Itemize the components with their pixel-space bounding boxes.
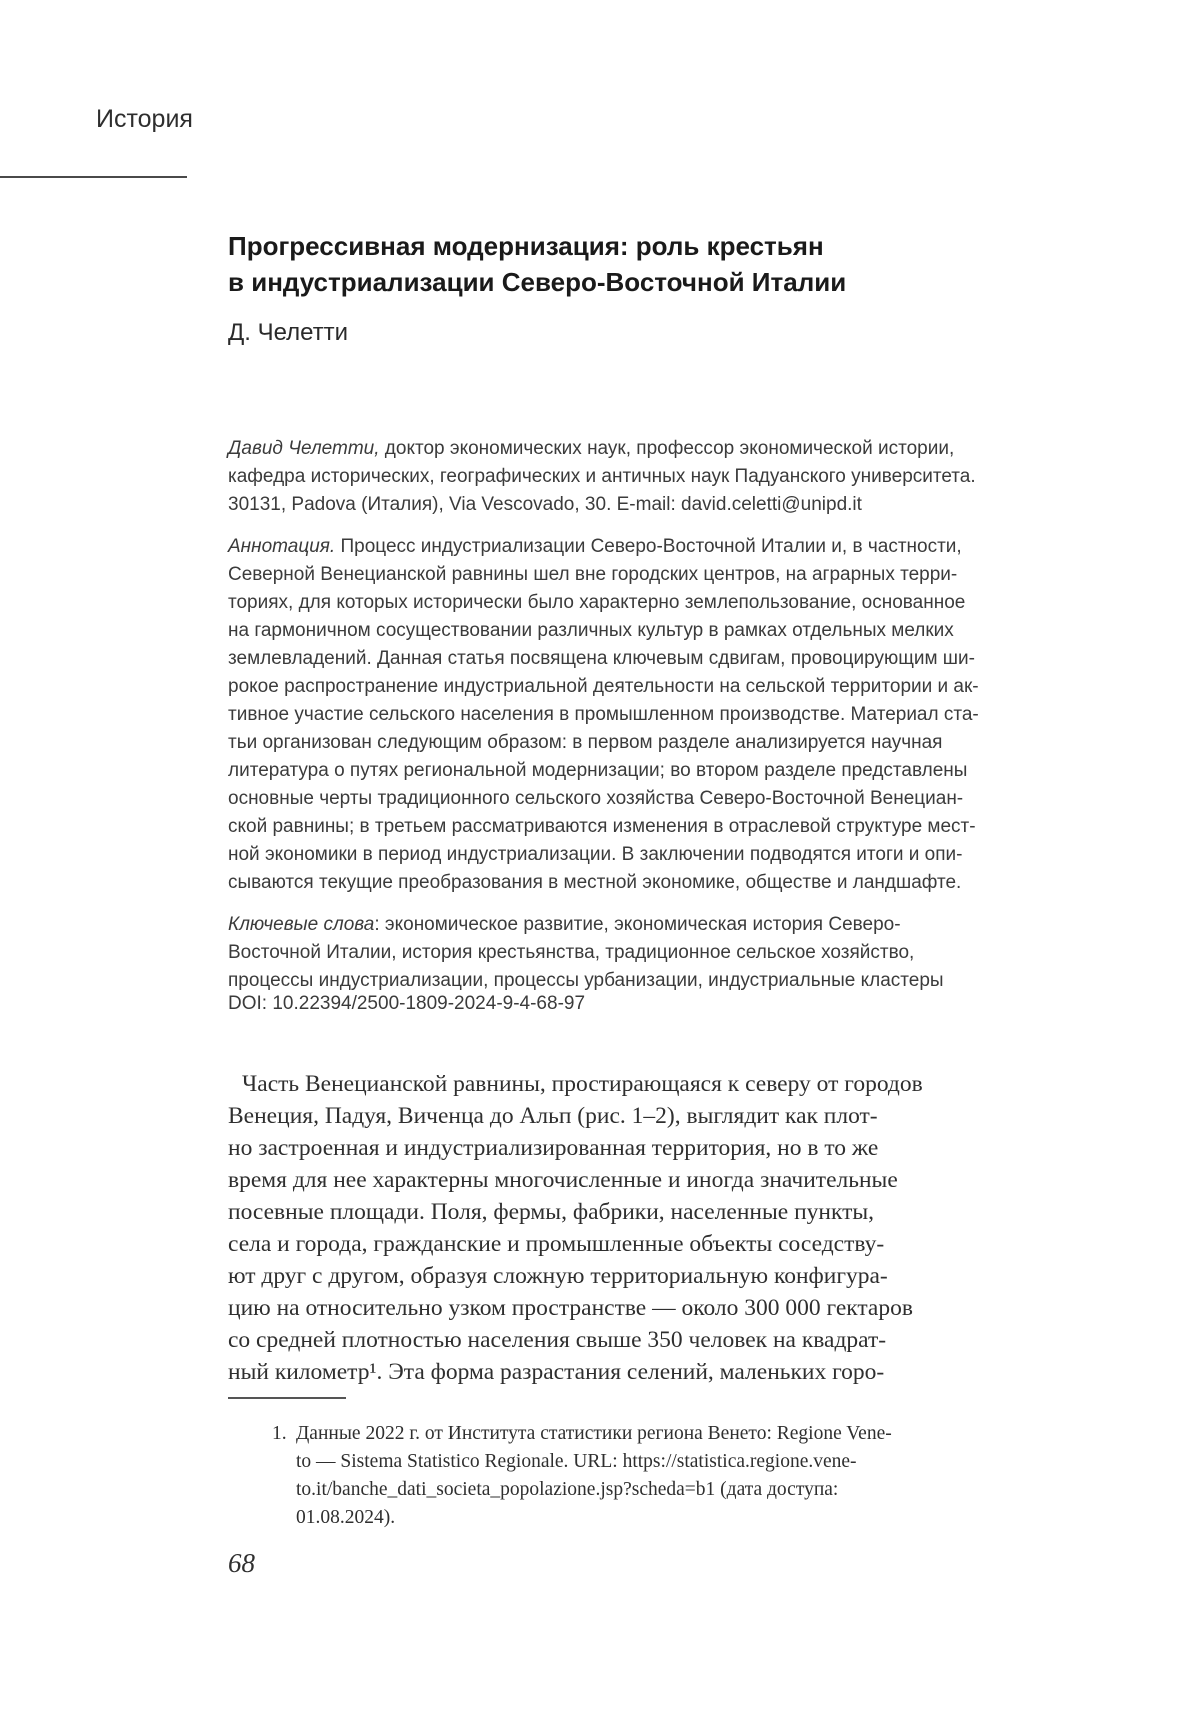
author-name-italic: Давид Челетти, bbox=[228, 438, 380, 459]
footnote-rule bbox=[228, 1397, 346, 1399]
keywords-text: : экономическое развитие, экономическая история Северо- Восточной Италии, история крестьянства, традиционное сельское хозяйство, процессы индустриализации, процессы урбанизации, индустриальные кластеры bbox=[228, 914, 944, 991]
footnote bbox=[272, 1420, 982, 1532]
doi-line: DOI: 10.22394/2500-1809-2024-9-4-68-97 bbox=[228, 993, 586, 1014]
footnote-text: Данные 2022 г. от Института статистики региона Венето: Regione Vene- to — Sistema Statistico Regionale. URL: https://statistica.regione.vene- to.it/banche_dati_societa_popolazione.jsp?scheda=b1 (дата доступа: 01.08.2024). bbox=[296, 1423, 892, 1528]
keywords-label: Ключевые слова bbox=[228, 914, 375, 935]
section-label: История bbox=[96, 105, 193, 133]
article-title: Прогрессивная модернизация: роль крестьян в индустриализации Северо-Восточной Италии bbox=[228, 231, 847, 297]
header-rule bbox=[0, 176, 187, 178]
page-number: 68 bbox=[228, 1548, 255, 1578]
abstract-paragraph bbox=[228, 533, 998, 897]
footnote-marker: 1. bbox=[272, 1423, 287, 1444]
affiliation-text: доктор экономических наук, профессор экономической истории, кафедра исторических, географических и античных наук Падуанского университета. 30131, Padova (Италия), Via Vescovado, 30. E-mail: david.celetti@unipd.it bbox=[228, 438, 976, 515]
body-paragraph: Часть Венецианской равнины, простирающаяся к северу от городов Венеция, Падуя, Виченца до Альп (рис. 1–2), выглядит как плот- но застроенная и индустриализированная территория, но в то же время для нее характерны многочисленные и иногда значительные посевные площади. Поля, фермы, фабрики, населенные пункты, села и города, гражданские и промышленные объекты соседству- ют друг с другом, образуя сложную территориальную конфигура- цию на относительно узком пространстве — около 300 000 гектаров со средней плотностью населения свыше 350 человек на квадрат- ный километр¹. Эта форма разрастания селений, маленьких горо- bbox=[228, 1071, 923, 1385]
article-author: Д. Челетти bbox=[228, 319, 349, 346]
abstract-label: Аннотация. bbox=[228, 536, 336, 557]
author-affiliation bbox=[228, 435, 998, 519]
abstract-text: Процесс индустриализации Северо-Восточной Италии и, в частности, Северной Венецианской равнины шел вне городских центров, на аграрных терри- ториях, для которых исторически было характерно землепользование, основанное на гармоничном сосуществовании различных культур в рамках отдельных мелких землевладений. Данная статья посвящена ключевым сдвигам, провоцирующим ши- рокое распространение индустриальной деятельности на сельской территории и ак- тивное участие сельского населения в промышленном производстве. Материал ста- тьи организован следующим образом: в первом разделе анализируется научная литература о путях региональной модернизации; во втором разделе представлены основные черты традиционного сельского хозяйства Северо-Восточной Венециан- ской равнины; в третьем рассматриваются изменения в отраслевой структуре мест- ной экономики в период индустриализации. В заключении подводятся итоги и опи- сываются текущие преобразования в местной экономике, обществе и ландшафте. bbox=[228, 536, 979, 893]
keywords-paragraph bbox=[228, 911, 998, 995]
